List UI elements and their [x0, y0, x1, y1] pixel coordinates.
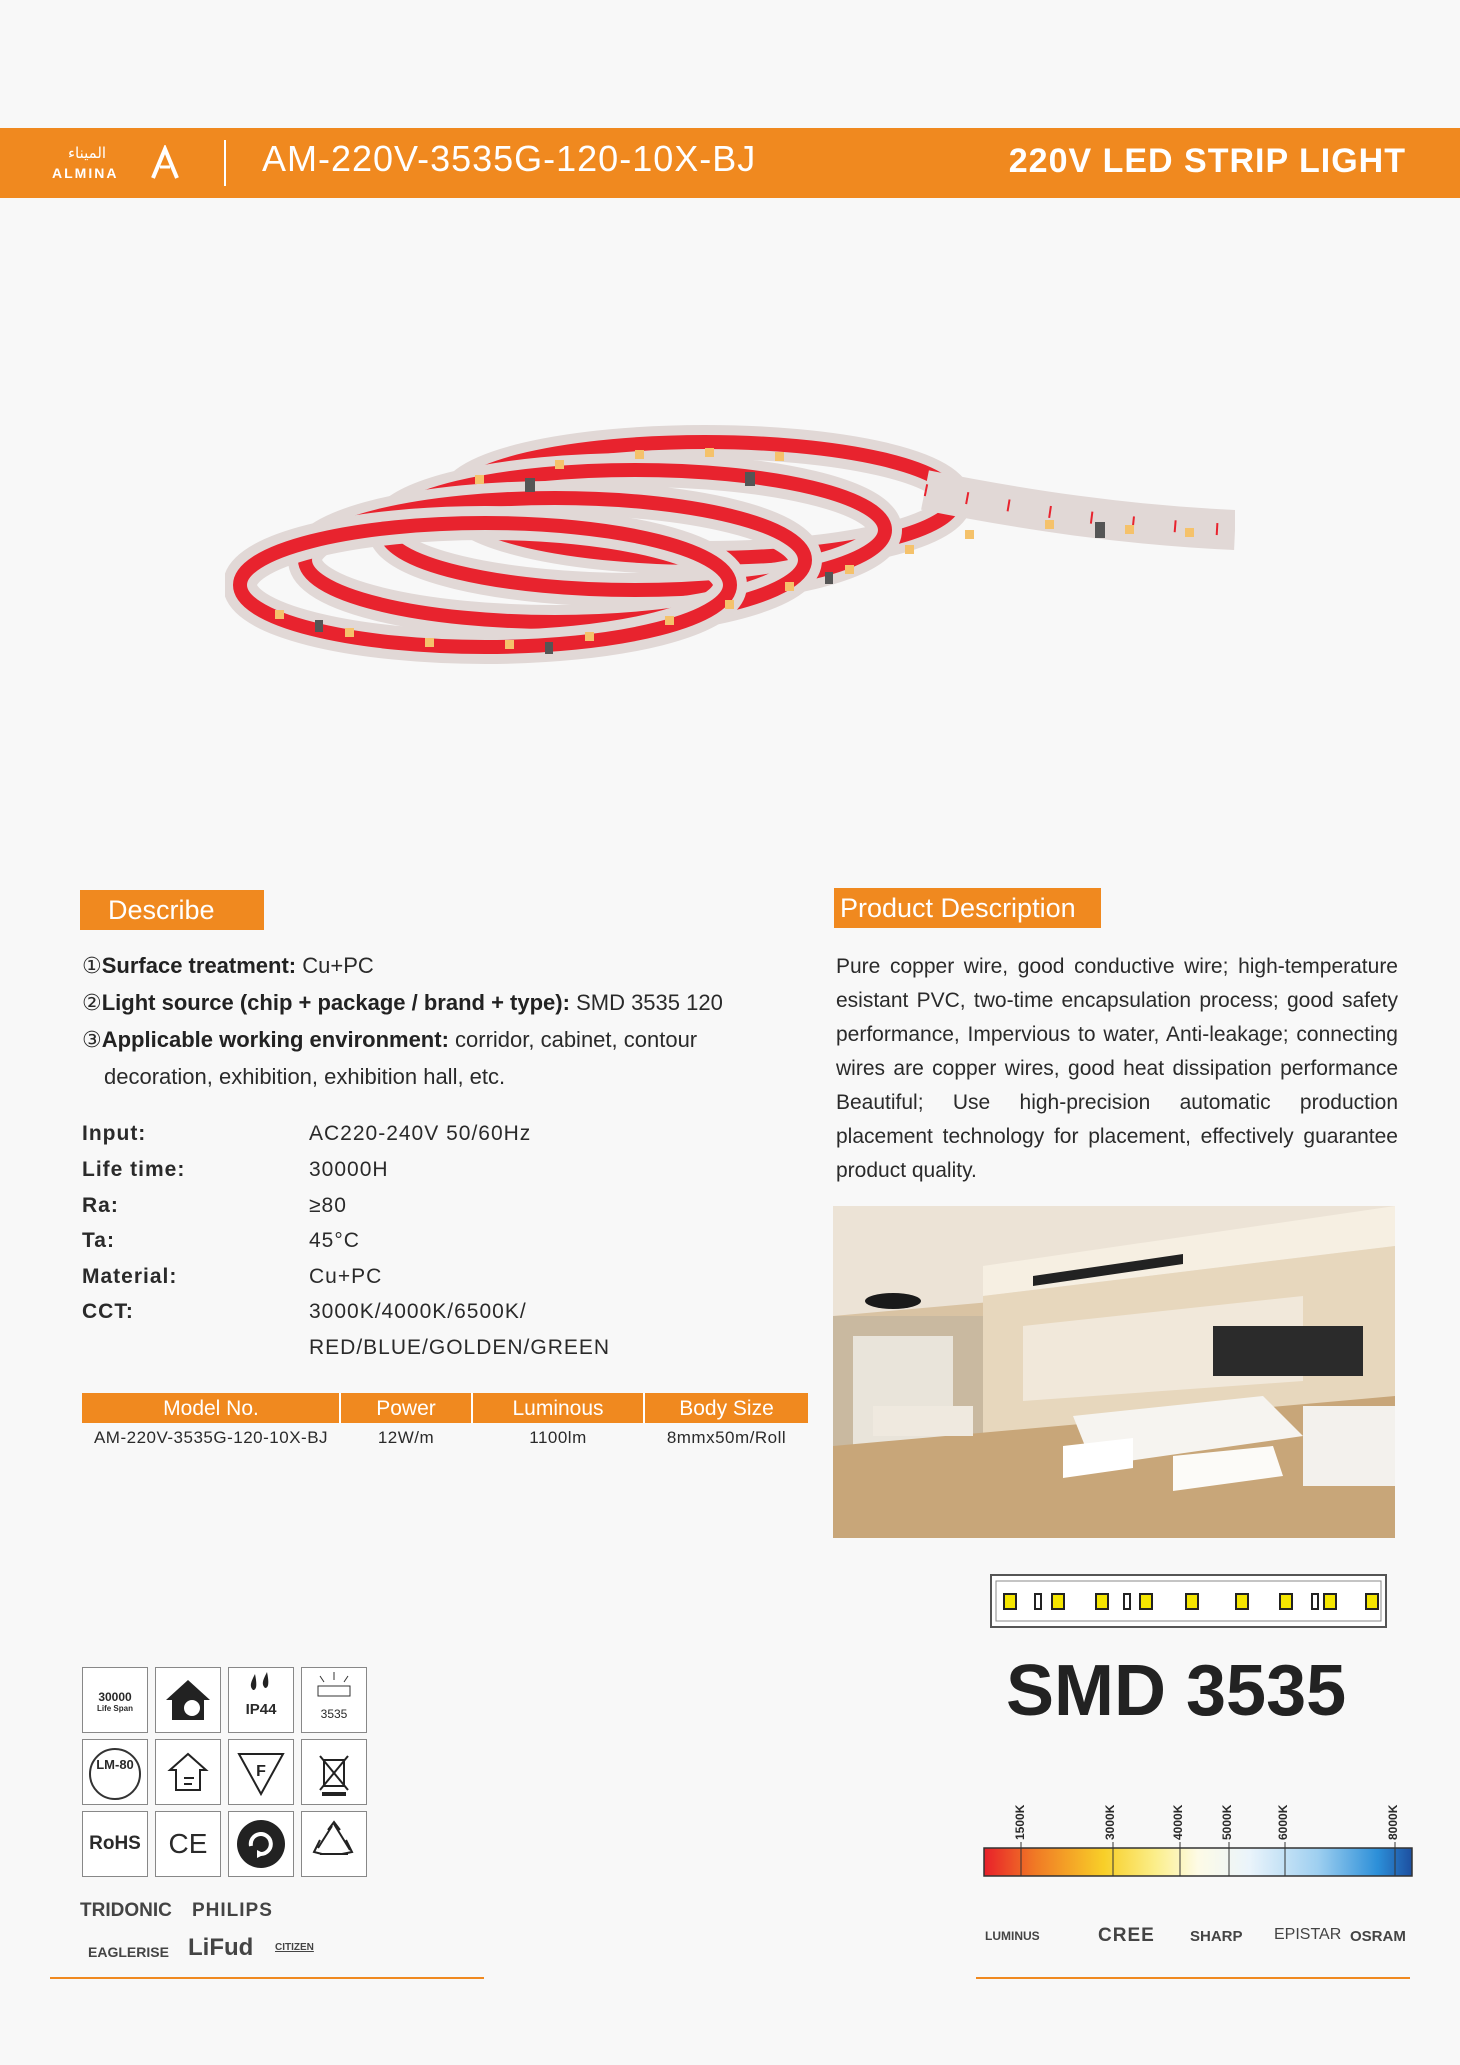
- cct-label: 8000K: [1386, 1804, 1400, 1840]
- brand-epistar: EPISTAR: [1274, 1926, 1342, 1943]
- feature-2: ②Light source (chip + package / brand + type): SMD 3535 120: [82, 990, 723, 1015]
- spec-ta-value: 45°C: [309, 1229, 360, 1252]
- spec-input-value: AC220-240V 50/60Hz: [309, 1122, 532, 1145]
- table-header-power: Power: [376, 1397, 436, 1420]
- spec-ra-value: ≥80: [309, 1194, 347, 1217]
- smd-3535-strip-diagram: [990, 1574, 1387, 1628]
- rohs-icon: RoHS: [82, 1811, 148, 1877]
- table-cell-power: 12W/m: [377, 1428, 435, 1447]
- life-span-icon: 30000 Life Span: [82, 1667, 148, 1733]
- spec-cct-value-continued: RED/BLUE/GOLDEN/GREEN: [309, 1336, 611, 1359]
- spec-material-key: Material:: [82, 1265, 178, 1288]
- spec-input-key: Input:: [82, 1122, 147, 1145]
- f-mark-text: F: [256, 1763, 266, 1780]
- product-title: 220V LED STRIP LIGHT: [1008, 142, 1406, 180]
- brand-luminus: LUMINUS: [985, 1929, 1040, 1943]
- table-cell-luminous: 1100lm: [529, 1428, 587, 1447]
- logo-arabic-text: الميناء: [68, 145, 107, 162]
- cct-label: 3000K: [1103, 1804, 1117, 1840]
- chip-3535-icon: 3535: [301, 1667, 367, 1733]
- smd-title: SMD 3535: [1006, 1651, 1347, 1731]
- almina-logo-icon: [150, 145, 180, 181]
- spec-cct-key: CCT:: [82, 1300, 134, 1323]
- model-title: AM-220V-3535G-120-10X-BJ: [262, 138, 757, 179]
- lm80-icon: LM-80: [82, 1739, 148, 1805]
- interior-application-photo: [833, 1206, 1395, 1538]
- brand-lifud: LiFud: [188, 1934, 254, 1961]
- cct-gradient-bar: [983, 1840, 1413, 1880]
- brand-citizen: CITIZEN: [275, 1942, 314, 1953]
- spec-lifetime-value: 30000H: [309, 1158, 389, 1181]
- recycle-arrow-icon: [228, 1811, 294, 1877]
- brand-osram: OSRAM: [1350, 1928, 1406, 1945]
- table-header-model: Model No.: [163, 1397, 259, 1420]
- logo-text: ALMINA: [52, 165, 119, 181]
- f-mark-icon: [228, 1739, 294, 1805]
- cct-label: 4000K: [1171, 1804, 1185, 1840]
- spec-ra-key: Ra:: [82, 1194, 119, 1217]
- ip44-icon: IP44: [228, 1667, 294, 1733]
- class-2-house-icon: [155, 1739, 221, 1805]
- table-header-luminous: Luminous: [512, 1397, 604, 1420]
- table-cell-model: AM-220V-3535G-120-10X-BJ: [93, 1428, 329, 1447]
- led-strip-reel-image: [225, 360, 1235, 690]
- indoor-use-icon: [155, 1667, 221, 1733]
- spec-material-value: Cu+PC: [309, 1265, 383, 1288]
- spec-cct-value: 3000K/4000K/6500K/: [309, 1300, 527, 1323]
- product-description-label: Product Description: [834, 888, 1101, 928]
- footer-divider-right: [976, 1977, 1410, 1979]
- brand-sharp: SHARP: [1190, 1928, 1243, 1945]
- footer-divider-left: [50, 1977, 484, 1979]
- recycle-icon: [301, 1811, 367, 1877]
- describe-label: Describe: [80, 890, 264, 930]
- header-divider: [224, 140, 226, 186]
- feature-3-continued: decoration, exhibition, exhibition hall, etc.: [104, 1064, 506, 1089]
- table-header-body-size: Body Size: [679, 1397, 774, 1420]
- weee-bin-icon: [301, 1739, 367, 1805]
- brand-cree: CREE: [1098, 1925, 1155, 1946]
- cct-label: 1500K: [1013, 1804, 1027, 1840]
- product-description-text: Pure copper wire, good conductive wire; high-temperature esistant PVC, two-time encapsulation process; good safety performance, Impervious to water, Anti-leakage; connecting wires are copper wires, good heat dissipation performance Beautiful; Use high-precision automatic production placement technology for placement, effectively guarantee product quality.: [836, 955, 1398, 1182]
- table-cell-body-size: 8mmx50m/Roll: [666, 1428, 787, 1447]
- brand-tridonic: TRIDONIC: [80, 1900, 172, 1921]
- brand-eaglerise: EAGLERISE: [88, 1944, 169, 1960]
- spec-ta-key: Ta:: [82, 1229, 115, 1252]
- feature-3: ③Applicable working environment: corridor, cabinet, contour: [82, 1027, 698, 1052]
- cct-label: 5000K: [1220, 1804, 1234, 1840]
- cct-label: 6000K: [1276, 1804, 1290, 1840]
- spec-lifetime-key: Life time:: [82, 1158, 186, 1181]
- brand-philips: PHILIPS: [192, 1900, 273, 1921]
- ce-icon: CE: [155, 1811, 221, 1877]
- feature-1: ①Surface treatment: Cu+PC: [82, 953, 374, 978]
